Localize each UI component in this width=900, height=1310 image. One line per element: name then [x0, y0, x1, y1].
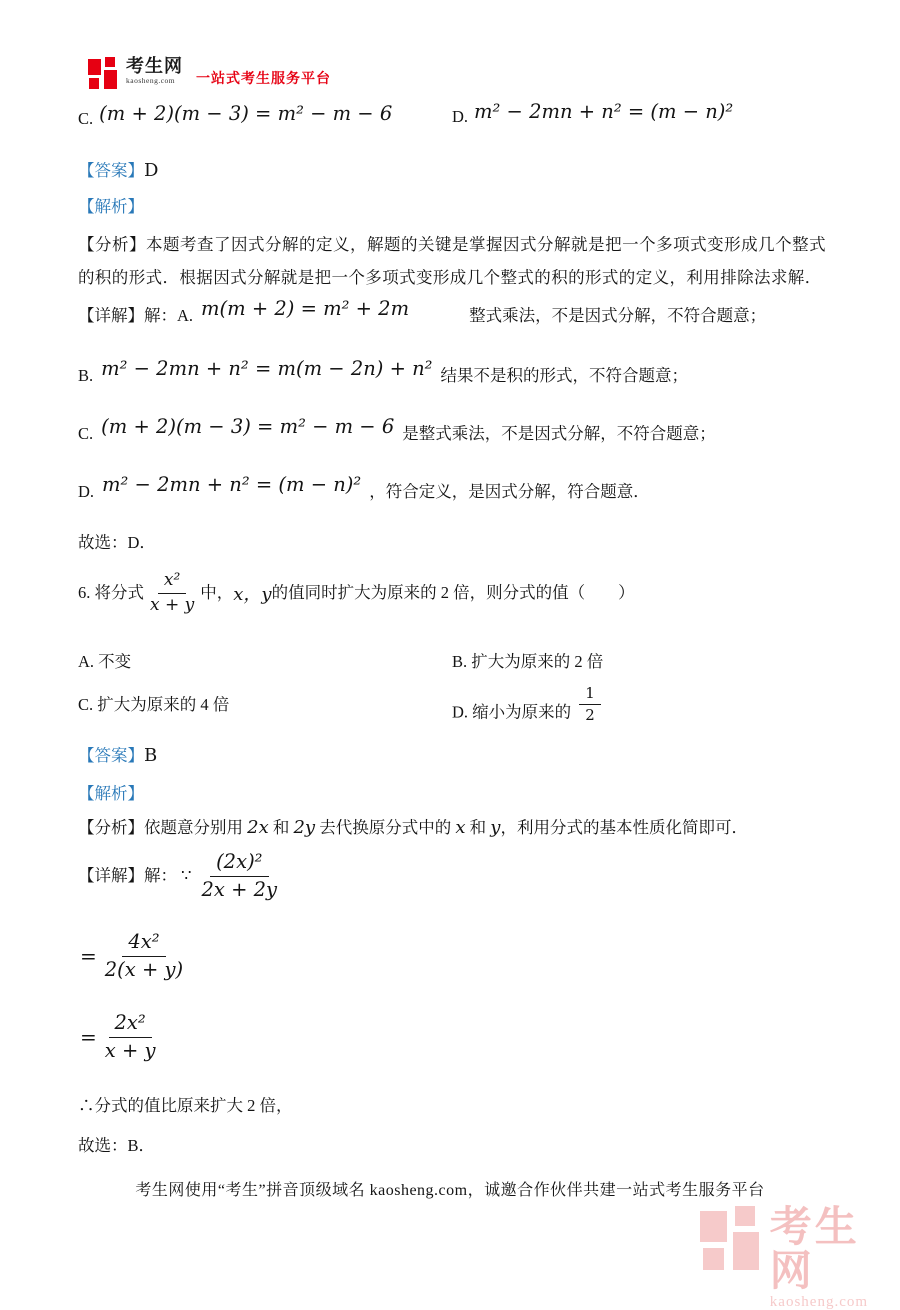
q6-fraction-step1	[202, 851, 278, 901]
q5-option-d	[452, 100, 735, 128]
watermark-brand-name: 考生网	[769, 1205, 860, 1295]
answer-label: 【答案】	[78, 746, 144, 765]
q6-option-d-text: D. 缩小为原来的	[452, 702, 572, 722]
q5-detail-d-formula: m² − 2mn + n² = (m − n)²	[102, 473, 362, 496]
q5-detail-c	[78, 415, 716, 445]
q6-detail-line2	[80, 927, 183, 985]
fraction-numerator: 4x²	[122, 931, 165, 956]
q6-stem-fraction	[150, 571, 194, 615]
q6-option-d	[452, 684, 601, 734]
kaosheng-logo-icon	[88, 57, 119, 92]
q6-conclusion: 故选：B．	[78, 1136, 156, 1155]
q5-detail-b-formula: m² − 2mn + n² = m(m − 2n) + n²	[101, 357, 433, 380]
q5-detail-b-label: B.	[78, 366, 94, 385]
equals-sign: =	[80, 1025, 97, 1049]
fenxi-math: 2y	[293, 817, 316, 838]
q6-fenxi-line	[78, 817, 748, 839]
q6-stem-suffix: 的值同时扩大为原来的 2 倍，则分式的值（ ）	[271, 583, 635, 602]
equals-sign: =	[80, 944, 97, 968]
q5-jiexi-label: 【解析】	[78, 197, 144, 216]
q5-detail-c-label: C.	[78, 424, 94, 443]
q6-detail-lead: 【详解】解：	[78, 866, 177, 885]
kaosheng-watermark-icon	[700, 1206, 760, 1274]
q6-stem-variables: x，y	[233, 584, 272, 605]
q6-option-b: B. 扩大为原来的 2 倍	[452, 652, 604, 671]
q5-detail-d-text: ，符合定义，是因式分解，符合题意．	[369, 482, 650, 501]
fenxi-text: 【分析】依题意分别用	[78, 818, 248, 837]
q5-detail-d	[78, 473, 650, 503]
brand-text	[126, 57, 183, 85]
q6-detail-line3	[80, 1008, 156, 1066]
fraction-numerator: (2x)²	[210, 851, 268, 876]
q6-fraction-step2	[105, 931, 183, 981]
q6-number-and-prefix: 6. 将分式	[78, 583, 144, 602]
brand-name: 考生网	[126, 56, 183, 76]
footer-slogan: 考生网使用“考生”拼音顶级域名 kaosheng.com，诚邀合作伙伴共建一站式考生服务平台	[135, 1182, 765, 1199]
q6-stem	[78, 565, 635, 621]
q5-detail-b-text: 结果不是积的形式，不符合题意；	[440, 366, 688, 385]
q5-detail-a-formula: m(m + 2) = m² + 2m	[201, 297, 410, 320]
watermark-brand-domain: kaosheng.com	[769, 1294, 869, 1310]
answer-label: 【答案】	[78, 161, 144, 180]
q5-detail-c-text: 是整式乘法，不是因式分解，不符合题意；	[402, 424, 716, 443]
fenxi-text: ，利用分式的基本性质化简即可．	[500, 818, 748, 837]
kaosheng-watermark	[700, 1206, 900, 1310]
q6-answer-value: B	[144, 745, 158, 766]
q5-detail-b	[78, 357, 688, 387]
fraction-denominator: x + y	[150, 594, 195, 615]
q6-stem-mid: 中，	[200, 583, 234, 602]
q6-jiexi-label: 【解析】	[78, 784, 144, 803]
watermark-text	[770, 1206, 900, 1310]
fraction-numerator: 1	[579, 685, 601, 705]
because-symbol: ∵	[181, 866, 192, 885]
brand-tagline: 一站式考生服务平台	[196, 72, 331, 87]
q6-detail-line1	[78, 847, 277, 905]
q5-option-d-formula: m² − 2mn + n² = (m − n)²	[474, 100, 734, 123]
q5-option-c-label: C.	[78, 109, 94, 128]
q6-option-d-fraction	[579, 685, 601, 725]
q5-option-d-label: D.	[452, 107, 469, 126]
fraction-denominator: 2	[585, 706, 595, 725]
q5-conclusion: 故选：D．	[78, 533, 156, 552]
q6-fraction-step3	[105, 1012, 156, 1062]
q5-answer-line	[78, 160, 158, 182]
q5-detail-a	[78, 297, 767, 327]
q6-option-c: C. 扩大为原来的 4 倍	[78, 695, 230, 714]
q5-detail-c-formula: (m + 2)(m − 3) = m² − m − 6	[101, 415, 395, 438]
q6-option-a: A. 不变	[78, 652, 132, 671]
q5-detail-d-label: D.	[78, 482, 95, 501]
fenxi-text: 和	[465, 818, 491, 837]
q5-answer-value: D	[144, 160, 159, 181]
q6-answer-line	[78, 745, 157, 767]
fraction-denominator: 2(x + y)	[104, 957, 184, 981]
brand-domain: kaosheng.com	[126, 76, 176, 85]
q6-conclusion-therefore: ∴分式的值比原来扩大 2 倍，	[78, 1096, 293, 1115]
fraction-denominator: x + y	[104, 1038, 156, 1062]
fenxi-text: 去代换原分式中的	[315, 818, 456, 837]
fenxi-math: x	[455, 817, 466, 838]
q5-option-c-formula: (m + 2)(m − 3) = m² − m − 6	[99, 102, 393, 125]
kaosheng-header-logo	[88, 57, 331, 92]
q5-detail-a-text: 整式乘法，不是因式分解，不符合题意；	[469, 306, 767, 325]
fraction-denominator: 2x + 2y	[201, 877, 278, 901]
q5-option-c	[78, 102, 394, 130]
fraction-numerator: x²	[158, 571, 186, 594]
q5-detail-lead: 【详解】解：A.	[78, 306, 194, 325]
fenxi-math: 2x	[247, 817, 269, 838]
fraction-numerator: 2x²	[109, 1012, 152, 1037]
fenxi-text: 和	[268, 818, 294, 837]
fenxi-math: y	[490, 817, 501, 838]
q5-fenxi-paragraph: 【分析】本题考查了因式分解的定义，解题的关键是掌握因式分解就是把一个多项式变形成几个整式的积的形式．根据因式分解就是把一个多项式变形成几个整式的积的形式的定义，利用排除法求解．	[78, 235, 826, 287]
